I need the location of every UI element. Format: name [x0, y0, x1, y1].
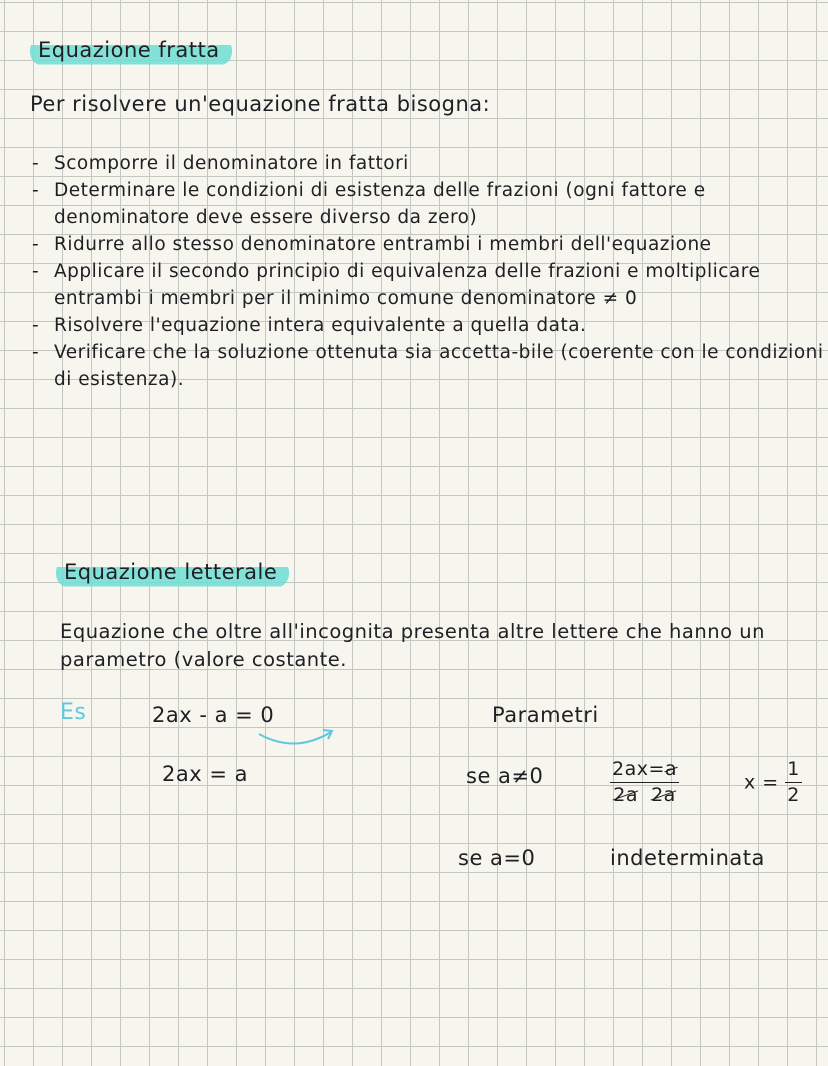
- case1-numerator: [610, 760, 679, 783]
- list-item: [32, 339, 824, 393]
- case1-fraction-body: [610, 760, 679, 805]
- steps-list: [32, 150, 822, 393]
- list-item: [32, 177, 764, 231]
- num-eq: =: [648, 758, 665, 780]
- result-denominator: 2: [787, 784, 800, 806]
- bullet-text: Determinare le condizioni di esistenza delle frazioni (ogni fattore e denominatore deve essere diverso da zero): [54, 180, 706, 228]
- case1-denominator: [613, 783, 676, 805]
- bullet-text: Ridurre allo stesso denominatore entrambi i membri dell'equazione: [54, 234, 712, 255]
- bullet-dash: -: [32, 261, 40, 282]
- section-title-literal: [56, 558, 289, 588]
- den-left-cancelled: 2a: [613, 784, 638, 806]
- arrow-icon: [255, 726, 339, 752]
- den-right-cancelled: 2a: [651, 784, 676, 806]
- equation-1: 2ax - a = 0: [152, 703, 275, 727]
- list-item: [32, 231, 814, 258]
- num-right-cancelled: a: [664, 758, 678, 780]
- bullet-text: Applicare il secondo principio di equivalenza delle frazioni e moltiplicare entrambi i membri per il minimo comune denominatore ≠ 0: [54, 261, 761, 309]
- result-numerator: 1: [785, 760, 802, 783]
- bullet-dash: -: [32, 342, 40, 363]
- section-title-fractional: [30, 36, 232, 66]
- case2-condition: se a=0: [458, 846, 536, 870]
- result-lhs: x =: [744, 771, 779, 794]
- bullet-dash: -: [32, 180, 40, 201]
- list-item: [32, 312, 794, 339]
- bullet-dash: -: [32, 234, 40, 255]
- intro-text: Per risolvere un'equazione fratta bisogna:: [30, 92, 491, 116]
- parametri-label: Parametri: [492, 703, 599, 727]
- case2-result: indeterminata: [610, 846, 765, 870]
- case1-fraction: [610, 760, 679, 805]
- case1-condition: se a≠0: [466, 764, 544, 788]
- num-left: 2ax: [612, 758, 649, 780]
- bullet-dash: -: [32, 315, 40, 336]
- bullet-dash: -: [32, 153, 40, 174]
- bullet-text: Verificare che la soluzione ottenuta sia accetta-bile (coerente con le condizioni di esistenza).: [54, 342, 824, 390]
- equation-2: 2ax = a: [162, 762, 248, 786]
- definition-text: Equazione che oltre all'incognita presenta altre lettere che hanno un parametro (valore costante.: [60, 620, 765, 671]
- arrow-curve: [259, 732, 331, 744]
- list-item: [32, 258, 824, 312]
- case1-result: [744, 760, 802, 805]
- list-item: [32, 150, 822, 177]
- result-fraction: [785, 760, 802, 805]
- title-highlight: Equazione letterale: [56, 558, 289, 588]
- title-highlight: Equazione fratta: [30, 36, 232, 66]
- bullet-text: Scomporre il denominatore in fattori: [54, 153, 409, 174]
- example-label: Es: [60, 700, 87, 725]
- bullet-text: Risolvere l'equazione intera equivalente a quella data.: [54, 315, 587, 336]
